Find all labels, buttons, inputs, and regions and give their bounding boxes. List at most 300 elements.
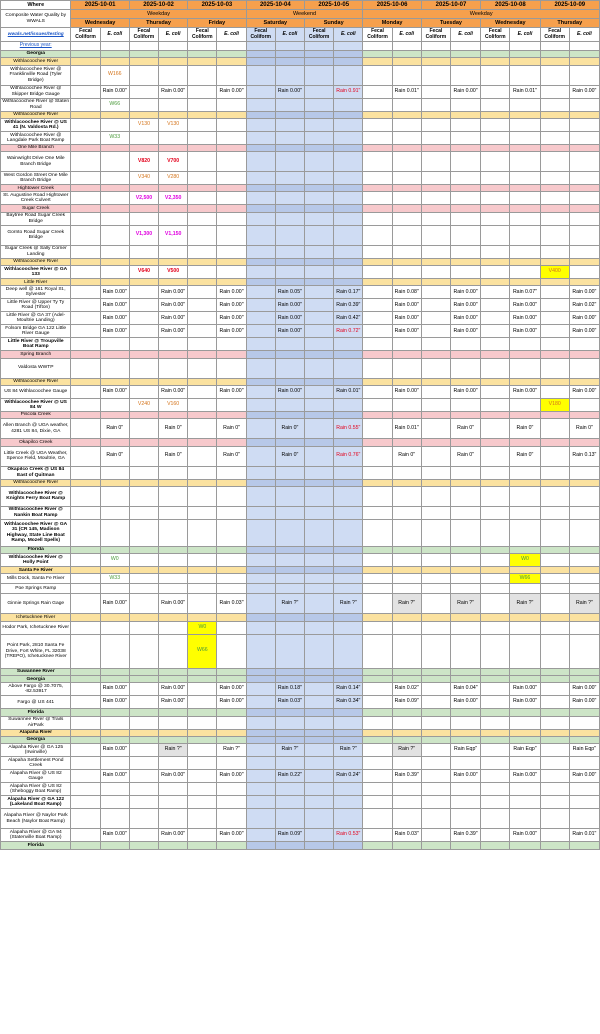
site-name: Withlacoochee River @ Skipper Bridge Gauge	[1, 85, 71, 98]
rain-value: Rain 0.07"	[512, 288, 537, 295]
value-cell	[100, 245, 129, 258]
value-cell	[450, 567, 480, 574]
site-name: Alapaha River @ US 82 Gauge	[1, 770, 71, 783]
value-cell	[305, 668, 334, 675]
value-cell	[510, 621, 540, 634]
value-cell	[392, 716, 421, 729]
value-cell	[334, 185, 363, 192]
site-name: Wainwright Drive One Mile Branch Bridge	[1, 152, 71, 172]
value-cell	[481, 266, 510, 279]
value-cell	[159, 809, 188, 829]
value-cell	[334, 385, 363, 398]
value-cell	[421, 299, 450, 312]
value-cell	[510, 65, 540, 85]
value-cell	[450, 225, 480, 245]
value-cell	[481, 212, 510, 225]
value-cell	[100, 266, 129, 279]
date-header: 2025-10-02	[129, 1, 187, 10]
date-header: 2025-10-09	[540, 1, 599, 10]
value-cell	[159, 842, 188, 849]
value-cell	[569, 716, 599, 729]
site-name: Withlacoochee River @ Holly Point	[1, 554, 71, 567]
value-cell	[510, 676, 540, 683]
value-cell	[188, 279, 217, 286]
value-cell	[217, 567, 246, 574]
value-cell	[421, 225, 450, 245]
value-cell	[71, 709, 100, 716]
value-cell	[100, 736, 129, 743]
value-cell	[569, 172, 599, 185]
rain-value: Rain 0.39"	[394, 772, 419, 779]
section-row	[1, 729, 600, 736]
ecoli-column-header: E. coli	[334, 28, 363, 42]
value-cell	[540, 668, 569, 675]
value-cell	[363, 98, 392, 111]
value-cell	[540, 152, 569, 172]
value-cell	[217, 554, 246, 567]
value-cell	[129, 185, 158, 192]
site-name: Sugar Creek @ Sally Corner Landing	[1, 245, 71, 258]
value-cell	[421, 266, 450, 279]
rain-value: Rain 0.00"	[219, 314, 244, 321]
value-cell	[129, 554, 158, 567]
site-row	[1, 299, 600, 312]
value-cell	[100, 567, 129, 574]
value-cell	[510, 185, 540, 192]
value-cell	[217, 58, 246, 65]
value-cell	[159, 668, 188, 675]
value-cell	[392, 683, 421, 696]
value-cell	[188, 709, 217, 716]
value-cell	[334, 554, 363, 567]
value-cell	[71, 614, 100, 621]
value-cell	[129, 783, 158, 796]
value-cell	[100, 439, 129, 446]
previous-year-link[interactable]: Previous year:	[1, 42, 71, 51]
value-cell	[246, 325, 275, 338]
value-cell	[305, 58, 334, 65]
value-cell	[246, 351, 275, 358]
value-cell	[275, 829, 304, 842]
section-row	[1, 736, 600, 743]
value-cell	[246, 479, 275, 486]
rain-value: Rain 0.00"	[453, 288, 478, 295]
value-cell	[275, 506, 304, 519]
value-cell	[392, 574, 421, 584]
value-cell	[481, 411, 510, 418]
value-cell	[71, 51, 100, 58]
value-cell	[159, 676, 188, 683]
value-cell	[275, 554, 304, 567]
value-cell	[100, 546, 129, 553]
section-label: Georgia	[1, 676, 71, 683]
value-cell	[481, 683, 510, 696]
value-cell	[334, 621, 363, 634]
value-cell	[305, 584, 334, 594]
rain-value: Rain 0.00"	[161, 388, 186, 395]
value-cell	[540, 85, 569, 98]
rain-value: Rain 0.00"	[161, 87, 186, 94]
value-cell	[217, 439, 246, 446]
site-row	[1, 358, 600, 378]
value-cell	[217, 744, 246, 757]
value-cell	[188, 258, 217, 265]
value-cell	[305, 131, 334, 144]
value-cell	[129, 144, 158, 151]
value-cell	[540, 842, 569, 849]
value-cell	[334, 299, 363, 312]
ecoli-column-header: E. coli	[100, 28, 129, 42]
value-cell	[100, 696, 129, 709]
value-cell	[159, 829, 188, 842]
value-cell	[246, 729, 275, 736]
value-cell	[421, 65, 450, 85]
value-cell	[305, 506, 334, 519]
empty-cell	[305, 42, 334, 51]
rain-value: Rain 0.00"	[572, 327, 597, 334]
value-cell	[305, 696, 334, 709]
value-cell	[481, 829, 510, 842]
value-cell	[569, 411, 599, 418]
value-cell	[569, 111, 599, 118]
value-cell	[129, 466, 158, 479]
value-cell	[450, 338, 480, 351]
value-cell	[159, 594, 188, 614]
value-cell	[540, 486, 569, 506]
value-cell	[510, 338, 540, 351]
value-cell	[363, 446, 392, 466]
rain-value: Rain 0"	[281, 424, 299, 431]
value-cell	[129, 312, 158, 325]
value-cell	[246, 567, 275, 574]
value-cell	[217, 842, 246, 849]
value-cell	[100, 676, 129, 683]
value-cell	[481, 205, 510, 212]
value-cell	[71, 546, 100, 553]
site-row	[1, 584, 600, 594]
value-cell	[481, 192, 510, 205]
value-cell	[129, 85, 158, 98]
value-cell	[510, 546, 540, 553]
section-row	[1, 185, 600, 192]
value-cell	[334, 744, 363, 757]
value-cell	[217, 351, 246, 358]
value-cell	[540, 676, 569, 683]
value-cell	[305, 185, 334, 192]
value-cell	[188, 245, 217, 258]
value-cell	[129, 842, 158, 849]
value-cell	[275, 419, 304, 439]
value-cell	[188, 716, 217, 729]
value-cell	[275, 258, 304, 265]
value-cell	[188, 439, 217, 446]
value-cell	[450, 446, 480, 466]
bacteria-value: W33	[109, 134, 121, 141]
value-cell	[246, 152, 275, 172]
rain-value: Rain 0.00"	[161, 831, 186, 838]
value-cell	[569, 809, 599, 829]
site-name: West Gordon Street One Mile Branch Bridge	[1, 172, 71, 185]
rain-value: Rain 0.00"	[161, 600, 186, 607]
value-cell	[510, 286, 540, 299]
value-cell	[71, 118, 100, 131]
site-row	[1, 829, 600, 842]
value-cell	[392, 286, 421, 299]
value-cell	[275, 212, 304, 225]
rain-value: Rain 0.03"	[394, 831, 419, 838]
testing-link[interactable]: wwals.net/issues/testing	[1, 28, 71, 42]
value-cell	[363, 506, 392, 519]
value-cell	[569, 205, 599, 212]
value-cell	[275, 411, 304, 418]
site-row	[1, 796, 600, 809]
rain-value: Rain 0"	[516, 452, 534, 459]
value-cell	[275, 152, 304, 172]
value-cell	[129, 621, 158, 634]
rain-value: Rain 0.03"	[219, 600, 244, 607]
site-row	[1, 312, 600, 325]
rain-value: Rain Eqp"	[453, 746, 478, 753]
value-cell	[392, 378, 421, 385]
value-cell	[363, 378, 392, 385]
value-cell	[334, 716, 363, 729]
value-cell	[217, 98, 246, 111]
rain-value: Rain 0.09"	[394, 698, 419, 705]
section-row	[1, 258, 600, 265]
value-cell	[100, 185, 129, 192]
value-cell	[246, 574, 275, 584]
value-cell	[275, 709, 304, 716]
value-cell	[540, 131, 569, 144]
value-cell	[217, 152, 246, 172]
value-cell	[392, 279, 421, 286]
value-cell	[305, 111, 334, 118]
value-cell	[246, 172, 275, 185]
value-cell	[481, 58, 510, 65]
value-cell	[129, 279, 158, 286]
value-cell	[510, 736, 540, 743]
value-cell	[569, 144, 599, 151]
value-cell	[129, 325, 158, 338]
value-cell	[450, 770, 480, 783]
value-cell	[188, 829, 217, 842]
value-cell	[392, 172, 421, 185]
day-header: Wednesday	[71, 19, 129, 28]
value-cell	[217, 594, 246, 614]
value-cell	[129, 479, 158, 486]
rain-value: Rain 0"	[457, 452, 474, 459]
value-cell	[540, 783, 569, 796]
rain-value: Rain 0.00"	[102, 772, 127, 779]
empty-cell	[188, 42, 217, 51]
value-cell	[275, 439, 304, 446]
value-cell	[217, 225, 246, 245]
value-cell	[159, 131, 188, 144]
value-cell	[510, 325, 540, 338]
value-cell	[159, 567, 188, 574]
value-cell	[305, 152, 334, 172]
value-cell	[481, 338, 510, 351]
value-cell	[71, 621, 100, 634]
value-cell	[421, 325, 450, 338]
site-row	[1, 621, 600, 634]
value-cell	[100, 519, 129, 546]
site-name: Poe Springs Ramp	[1, 584, 71, 594]
value-cell	[334, 479, 363, 486]
value-cell	[71, 286, 100, 299]
value-cell	[363, 716, 392, 729]
value-cell	[481, 584, 510, 594]
value-cell	[569, 385, 599, 398]
value-cell	[71, 683, 100, 696]
value-cell	[540, 519, 569, 546]
value-cell	[71, 736, 100, 743]
value-cell	[510, 144, 540, 151]
value-cell	[363, 398, 392, 411]
value-cell	[159, 172, 188, 185]
value-cell	[100, 58, 129, 65]
value-cell	[392, 466, 421, 479]
value-cell	[129, 192, 158, 205]
value-cell	[275, 716, 304, 729]
value-cell	[275, 770, 304, 783]
value-cell	[217, 783, 246, 796]
site-row	[1, 152, 600, 172]
value-cell	[275, 312, 304, 325]
value-cell	[450, 554, 480, 567]
value-cell	[129, 358, 158, 378]
value-cell	[305, 299, 334, 312]
value-cell	[334, 419, 363, 439]
value-cell	[334, 439, 363, 446]
value-cell	[334, 614, 363, 621]
value-cell	[392, 783, 421, 796]
value-cell	[159, 736, 188, 743]
site-row	[1, 634, 600, 668]
value-cell	[188, 554, 217, 567]
value-cell	[569, 567, 599, 574]
bacteria-value: V130	[167, 121, 180, 128]
ecoli-column-header: E. coli	[569, 28, 599, 42]
value-cell	[159, 584, 188, 594]
value-cell	[275, 446, 304, 466]
value-cell	[363, 519, 392, 546]
value-cell	[481, 466, 510, 479]
value-cell	[100, 279, 129, 286]
value-cell	[305, 554, 334, 567]
rain-value: Rain ?"	[281, 746, 299, 753]
value-cell	[217, 358, 246, 378]
value-cell	[334, 58, 363, 65]
rain-value: Rain ?"	[223, 746, 240, 753]
value-cell	[421, 338, 450, 351]
value-cell	[510, 486, 540, 506]
value-cell	[540, 479, 569, 486]
site-name: Valdosta WWTP	[1, 358, 71, 378]
value-cell	[510, 192, 540, 205]
value-cell	[569, 419, 599, 439]
value-cell	[188, 696, 217, 709]
rain-value: Rain 0"	[223, 424, 240, 431]
value-cell	[481, 419, 510, 439]
value-cell	[510, 594, 540, 614]
value-cell	[450, 736, 480, 743]
bacteria-value: V820	[137, 157, 150, 164]
value-cell	[246, 205, 275, 212]
value-cell	[540, 358, 569, 378]
value-cell	[246, 683, 275, 696]
value-cell	[450, 729, 480, 736]
rain-value: Rain ?"	[339, 746, 357, 753]
value-cell	[129, 51, 158, 58]
value-cell	[129, 709, 158, 716]
bacteria-value: W0	[110, 556, 119, 563]
value-cell	[217, 286, 246, 299]
value-cell	[421, 385, 450, 398]
site-row	[1, 770, 600, 783]
rain-value: Rain 0.00"	[219, 685, 244, 692]
value-cell	[159, 144, 188, 151]
value-cell	[129, 131, 158, 144]
site-name: Withlacoochee River @ Staten Road	[2, 99, 70, 110]
value-cell	[275, 185, 304, 192]
value-cell	[450, 385, 480, 398]
value-cell	[159, 446, 188, 466]
value-cell	[540, 614, 569, 621]
value-cell	[392, 744, 421, 757]
value-cell	[450, 842, 480, 849]
value-cell	[334, 574, 363, 584]
value-cell	[129, 594, 158, 614]
value-cell	[363, 118, 392, 131]
value-cell	[392, 266, 421, 279]
value-cell	[392, 411, 421, 418]
rain-value: Rain 0.00"	[102, 600, 127, 607]
value-cell	[334, 144, 363, 151]
value-cell	[246, 519, 275, 546]
value-cell	[159, 614, 188, 621]
rain-value: Rain 0.34"	[336, 698, 361, 705]
empty-cell	[481, 42, 510, 51]
value-cell	[129, 744, 158, 757]
value-cell	[275, 338, 304, 351]
rain-value: Rain 0.00"	[394, 327, 419, 334]
rain-value: Rain 0.00"	[102, 388, 127, 395]
day-header: Tuesday	[421, 19, 480, 28]
value-cell	[540, 546, 569, 553]
value-cell	[481, 118, 510, 131]
value-cell	[246, 245, 275, 258]
rain-value: Rain 0"	[223, 452, 240, 459]
value-cell	[510, 744, 540, 757]
value-cell	[363, 709, 392, 716]
value-cell	[569, 185, 599, 192]
value-cell	[305, 634, 334, 668]
day-header: Thursday	[129, 19, 187, 28]
value-cell	[129, 439, 158, 446]
value-cell	[510, 152, 540, 172]
value-cell	[305, 286, 334, 299]
value-cell	[363, 152, 392, 172]
day-header: Thursday	[540, 19, 599, 28]
value-cell	[100, 65, 129, 85]
value-cell	[540, 683, 569, 696]
value-cell	[481, 378, 510, 385]
site-name: Above Fargo @ 30.7075, -82.53917	[1, 683, 71, 696]
value-cell	[217, 411, 246, 418]
value-cell	[71, 466, 100, 479]
value-cell	[246, 614, 275, 621]
